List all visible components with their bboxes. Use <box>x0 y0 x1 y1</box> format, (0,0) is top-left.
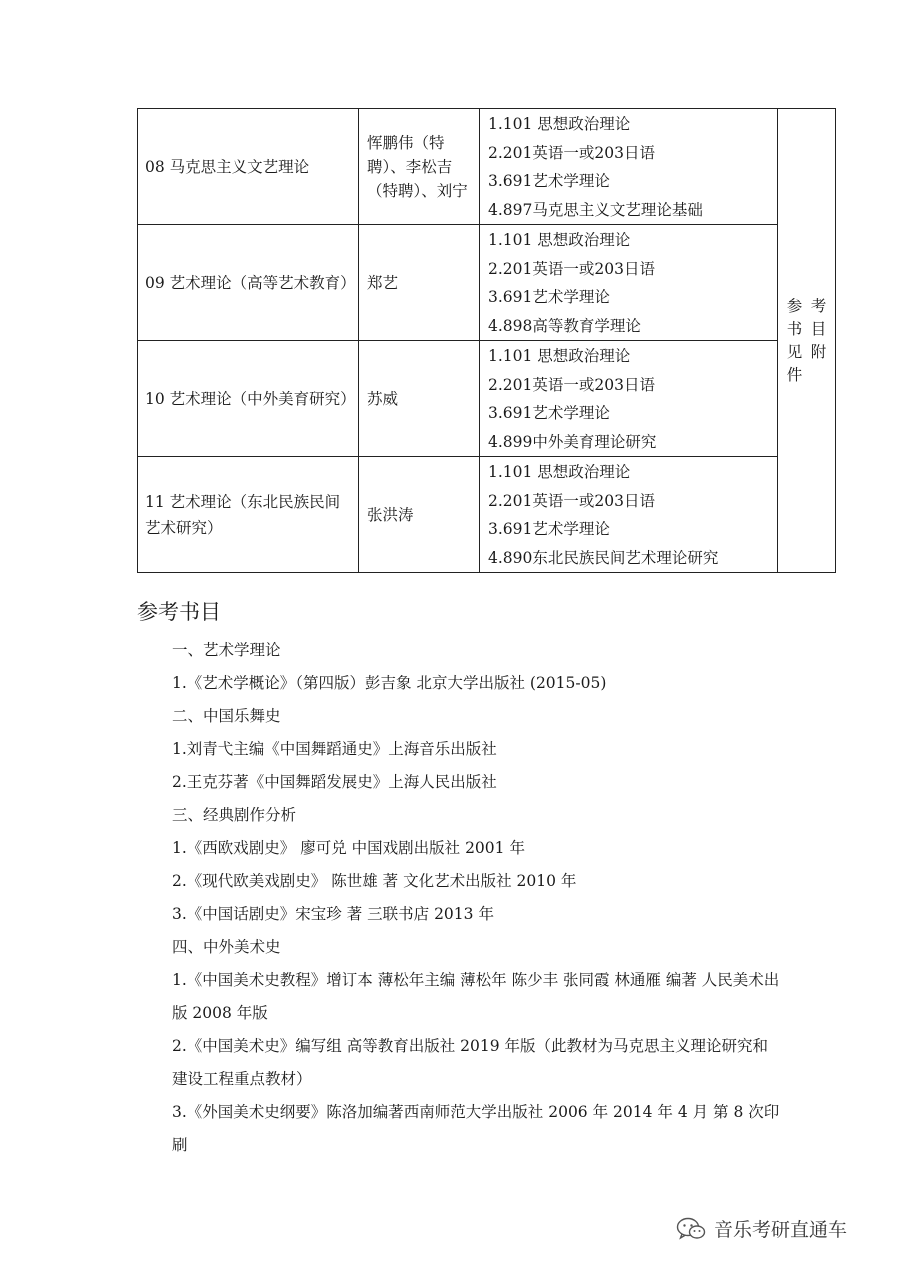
reference-note-cell <box>778 109 836 573</box>
exam-subject: 1.101 思想政治理论 <box>488 347 631 365</box>
reference-book-list <box>172 634 782 1162</box>
exam-subject: 1.101 思想政治理论 <box>488 231 631 249</box>
exam-subject: 4.890东北民族民间艺术理论研究 <box>488 548 719 567</box>
book-entry: 3.《外国美术史纲要》陈洛加编著西南师范大学出版社 2006 年 2014 年 4 月 第 8 次印刷 <box>172 1103 780 1154</box>
major-cell: 09 艺术理论（高等艺术教育） <box>138 225 359 341</box>
exam-subject: 1.101 思想政治理论 <box>488 115 631 133</box>
table-row <box>138 457 836 573</box>
advisor-cell: 郑艺 <box>359 225 480 341</box>
table-row <box>138 341 836 457</box>
reference-note-char: 考 <box>810 296 827 315</box>
section-heading: 三、经典剧作分析 <box>172 806 297 824</box>
exam-subjects-cell <box>480 341 778 457</box>
exam-subject: 3.691艺术学理论 <box>488 520 610 538</box>
book-entry: 3.《中国话剧史》宋宝珍 著 三联书店 2013 年 <box>172 905 494 923</box>
exam-subject: 4.899中外美育理论研究 <box>488 432 657 451</box>
book-entry: 2.《现代欧美戏剧史》 陈世雄 著 文化艺术出版社 2010 年 <box>172 872 577 890</box>
exam-subject: 4.897马克思主义文艺理论基础 <box>488 200 703 219</box>
reference-books-title: 参考书目 <box>137 600 221 624</box>
exam-subject: 3.691艺术学理论 <box>488 288 610 306</box>
reference-note-char: 件 <box>786 365 803 384</box>
watermark-text: 音乐考研直通车 <box>714 1219 848 1241</box>
exam-subjects-cell <box>480 225 778 341</box>
program-table <box>137 108 836 573</box>
book-entry: 2.《中国美术史》编写组 高等教育出版社 2019 年版（此教材为马克思主义理论研究和建设工程重点教材） <box>172 1037 769 1088</box>
exam-subjects-cell <box>480 457 778 573</box>
exam-subject: 4.898高等教育学理论 <box>488 316 641 335</box>
exam-subject: 2.201英语一或203日语 <box>488 143 655 162</box>
reference-note-char: 目 <box>810 319 827 338</box>
book-entry: 1.《中国美术史教程》增订本 薄松年主编 薄松年 陈少丰 张同霞 林通雁 编著 人民美术出版 2008 年版 <box>172 971 780 1022</box>
reference-note <box>785 295 829 387</box>
book-entry: 1.《西欧戏剧史》 廖可兑 中国戏剧出版社 2001 年 <box>172 839 525 857</box>
major-cell: 10 艺术理论（中外美育研究） <box>138 341 359 457</box>
reference-note-char: 见 <box>786 342 803 361</box>
reference-note-char: 附 <box>810 342 827 361</box>
advisor-cell: 苏威 <box>359 341 480 457</box>
book-entry: 1.《艺术学概论》（第四版）彭吉象 北京大学出版社 (2015-05) <box>172 674 607 692</box>
exam-subject: 3.691艺术学理论 <box>488 404 610 422</box>
wechat-icon <box>676 1216 706 1242</box>
section-heading: 一、艺术学理论 <box>172 641 281 659</box>
table-row <box>138 109 836 225</box>
watermark <box>676 1215 847 1242</box>
advisor-cell: 恽鹏伟（特聘）、李松吉（特聘）、刘宁 <box>359 109 480 225</box>
book-entry: 1.刘青弋主编《中国舞蹈通史》上海音乐出版社 <box>172 740 497 758</box>
table-row <box>138 225 836 341</box>
exam-subject: 1.101 思想政治理论 <box>488 463 631 481</box>
exam-subject: 2.201英语一或203日语 <box>488 259 655 278</box>
reference-note-char: 书 <box>786 319 803 338</box>
section-heading: 四、中外美术史 <box>172 938 281 956</box>
book-entry: 2.王克芬著《中国舞蹈发展史》上海人民出版社 <box>172 773 497 791</box>
major-cell: 11 艺术理论（东北民族民间艺术研究） <box>138 457 359 573</box>
exam-subjects-cell <box>480 109 778 225</box>
advisor-cell: 张洪涛 <box>359 457 480 573</box>
exam-subject: 3.691艺术学理论 <box>488 172 610 190</box>
reference-note-char: 参 <box>786 296 803 315</box>
exam-subject: 2.201英语一或203日语 <box>488 375 655 394</box>
exam-subject: 2.201英语一或203日语 <box>488 491 655 510</box>
section-heading: 二、中国乐舞史 <box>172 707 281 725</box>
major-cell: 08 马克思主义文艺理论 <box>138 109 359 225</box>
